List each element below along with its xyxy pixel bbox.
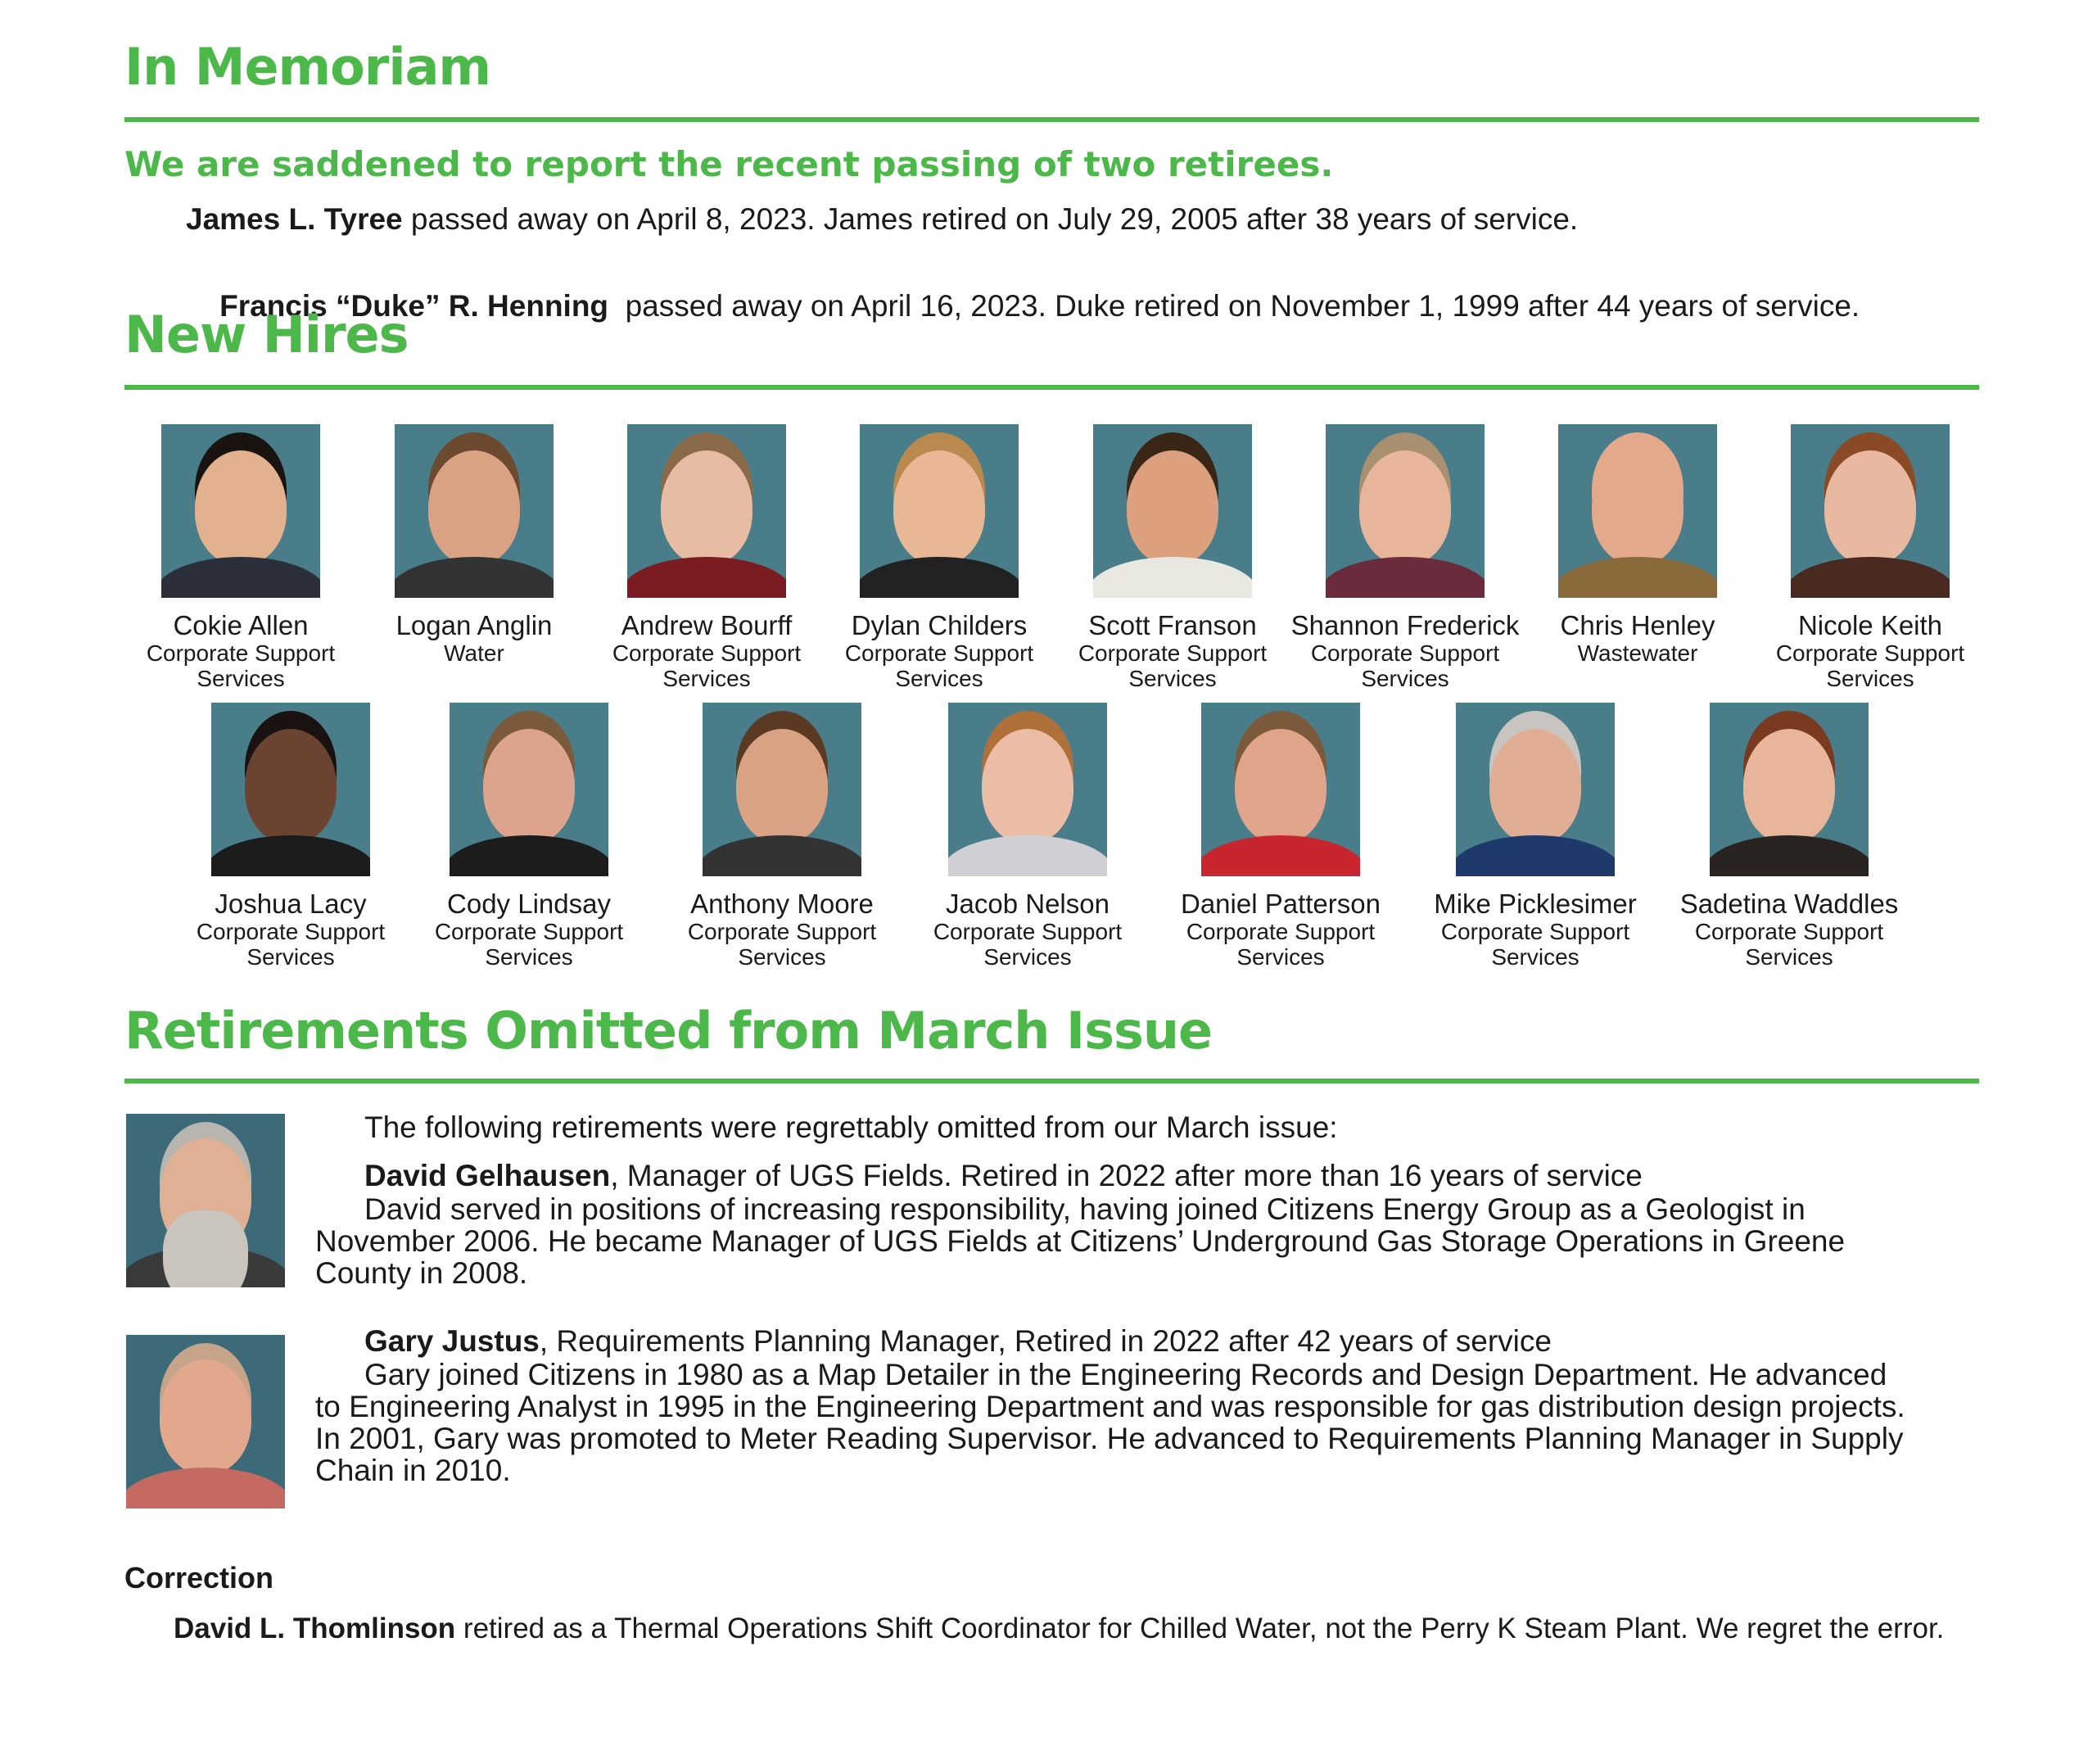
new-hire-photo [1326,424,1485,598]
new-hire-department: Services [738,944,826,970]
shirt [1558,557,1717,598]
new-hire-department: Services [662,666,751,691]
memoriam-entry [186,198,1578,241]
new-hire-department: Corporate Support [1078,640,1268,666]
new-hire-photo [1710,703,1869,876]
new-hire-card [1058,424,1287,691]
new-hire-department: Services [1236,944,1325,970]
new-hire-department: Corporate Support [1694,919,1884,944]
new-hire-photo [1093,424,1252,598]
retiree-face [160,1359,251,1474]
bio-line: to Engineering Analyst in 1995 in the Engineering Department and was responsible for gas distribution design projects. [315,1390,1905,1423]
memoriam-name: Francis “Duke” R. Henning [219,289,609,323]
memoriam-text: passed away on April 16, 2023. Duke retired on November 1, 1999 after 44 years of service. [608,289,1860,323]
shirt [627,557,786,598]
retiree-role: , Requirements Planning Manager, Retired in 2022 after 42 years of service [539,1324,1552,1358]
correction-name: David L. Thomlinson [174,1612,456,1644]
new-hire-card [126,424,355,691]
new-hire-card [414,703,644,970]
retiree-headline [364,1325,1552,1357]
face [1592,450,1684,565]
face [195,450,287,565]
bio-line: Chain in 2010. [315,1454,511,1487]
shirt [1710,835,1869,876]
new-hires-row-2 [124,703,1979,981]
new-hire-card [359,424,589,666]
bio-line: County in 2008. [315,1256,528,1290]
new-hire-name: Jacob Nelson [946,889,1110,919]
new-hire-department: Services [895,666,983,691]
shirt [1201,835,1360,876]
new-hire-department: Corporate Support [687,919,877,944]
new-hire-card [913,703,1142,970]
new-hire-card [176,703,405,970]
retirements-divider [124,1079,1979,1083]
new-hire-photo [161,424,320,598]
shirt [1456,835,1615,876]
retiree-role: , Manager of UGS Fields. Retired in 2022 after more than 16 years of service [610,1159,1643,1192]
new-hire-department: Corporate Support [1310,640,1500,666]
face [661,450,752,565]
bio-line: Gary joined Citizens in 1980 as a Map Detailer in the Engineering Records and Design Department. He advanced [364,1358,1887,1391]
shirt [211,835,370,876]
new-hire-name: Dylan Childers [851,610,1028,640]
correction-body: retired as a Thermal Operations Shift Coordinator for Chilled Water, not the Perry K Steam Plant. We regret the error. [455,1612,1945,1644]
new-hire-department: Corporate Support [933,919,1123,944]
new-hire-name: Andrew Bourff [621,610,793,640]
new-hire-photo [703,703,861,876]
memoriam-heading: In Memoriam [124,37,491,97]
shirt [450,835,608,876]
shirt [703,835,861,876]
new-hire-card [1290,424,1520,691]
new-hire-department: Services [197,666,285,691]
retiree-bio [315,1359,1905,1486]
retiree-name: Gary Justus [364,1324,540,1358]
new-hire-department: Services [1491,944,1580,970]
new-hire-photo [211,703,370,876]
new-hire-photo [1791,424,1950,598]
shirt [395,557,554,598]
new-hire-photo [1201,703,1360,876]
new-hire-photo [948,703,1107,876]
new-hires-divider [124,385,1979,390]
face [245,729,337,844]
retiree-beard [163,1210,248,1287]
new-hire-name: Chris Henley [1560,610,1715,640]
new-hire-department: Corporate Support [146,640,336,666]
face [1127,450,1218,565]
new-hire-department: Corporate Support [434,919,624,944]
retiree-shirt [126,1468,285,1508]
new-hire-card [1421,703,1650,970]
memoriam-text: passed away on April 8, 2023. James retired on July 29, 2005 after 38 years of service. [402,202,1579,236]
new-hire-name: Logan Anglin [395,610,553,640]
new-hire-department: Corporate Support [1186,919,1376,944]
retiree-headline [364,1160,1643,1192]
retirements-heading: Retirements Omitted from March Issue [124,1001,1213,1061]
face [1359,450,1451,565]
memoriam-name: James L. Tyree [186,202,403,236]
memoriam-subtitle: We are saddened to report the recent passing of two retirees. [124,144,1334,184]
face [893,450,985,565]
face [1824,450,1916,565]
new-hire-name: Joshua Lacy [215,889,367,919]
new-hire-department: Services [246,944,335,970]
new-hire-name: Anthony Moore [690,889,874,919]
memoriam-divider [124,117,1979,122]
new-hire-department: Services [1361,666,1449,691]
new-hire-card [825,424,1054,691]
shirt [1326,557,1485,598]
face [1743,729,1835,844]
new-hire-name: Nicole Keith [1797,610,1943,640]
shirt [860,557,1019,598]
new-hire-photo [395,424,554,598]
new-hire-name: Sadetina Waddles [1679,889,1899,919]
retiree-bio [315,1193,1845,1289]
new-hires-heading: New Hires [124,305,409,364]
new-hire-name: Mike Picklesimer [1434,889,1637,919]
shirt [161,557,320,598]
shirt [1791,557,1950,598]
new-hire-department: Services [983,944,1072,970]
shirt [948,835,1107,876]
new-hire-name: Shannon Frederick [1290,610,1520,640]
new-hire-card [592,424,821,691]
new-hire-card [667,703,897,970]
new-hire-department: Services [1826,666,1914,691]
memoriam-entry [186,242,1860,370]
new-hire-name: Cokie Allen [173,610,309,640]
new-hire-card [1166,703,1395,970]
face [483,729,575,844]
new-hire-name: Daniel Patterson [1181,889,1381,919]
bio-line: November 2006. He became Manager of UGS Fields at Citizens’ Underground Gas Storage Operations in Greene [315,1224,1846,1258]
bio-line: In 2001, Gary was promoted to Meter Reading Supervisor. He advanced to Requirements Planning Manager in Supply [315,1422,1904,1455]
new-hire-name: Cody Lindsay [447,889,611,919]
new-hire-department: Corporate Support [1440,919,1630,944]
new-hire-photo [1558,424,1717,598]
new-hire-department: Water [444,640,504,666]
new-hire-department: Services [485,944,573,970]
new-hire-photo [450,703,608,876]
retiree-photo [126,1114,285,1287]
new-hire-department: Wastewater [1577,640,1698,666]
new-hire-department: Corporate Support [1775,640,1965,666]
face [982,729,1073,844]
new-hire-department: Corporate Support [612,640,802,666]
retiree-name: David Gelhausen [364,1159,611,1192]
new-hire-name: Scott Franson [1088,610,1257,640]
face [736,729,828,844]
new-hire-photo [1456,703,1615,876]
new-hires-row-1 [124,424,1979,694]
bio-line: David served in positions of increasing responsibility, having joined Citizens Energy Group as a Geologist in [364,1192,1806,1226]
new-hire-card [1523,424,1752,666]
new-hire-photo [627,424,786,598]
shirt [1093,557,1252,598]
new-hire-department: Services [1128,666,1217,691]
new-hire-photo [860,424,1019,598]
new-hire-card [1674,703,1904,970]
retirements-intro: The following retirements were regrettably omitted from our March issue: [364,1110,1338,1144]
face [1235,729,1326,844]
retiree-photo [126,1335,285,1508]
new-hire-card [1756,424,1985,691]
face [1489,729,1581,844]
correction-heading: Correction [124,1561,274,1594]
face [428,450,520,565]
new-hire-department: Corporate Support [844,640,1034,666]
correction-text [174,1612,1944,1645]
new-hire-department: Services [1745,944,1833,970]
new-hire-department: Corporate Support [196,919,386,944]
